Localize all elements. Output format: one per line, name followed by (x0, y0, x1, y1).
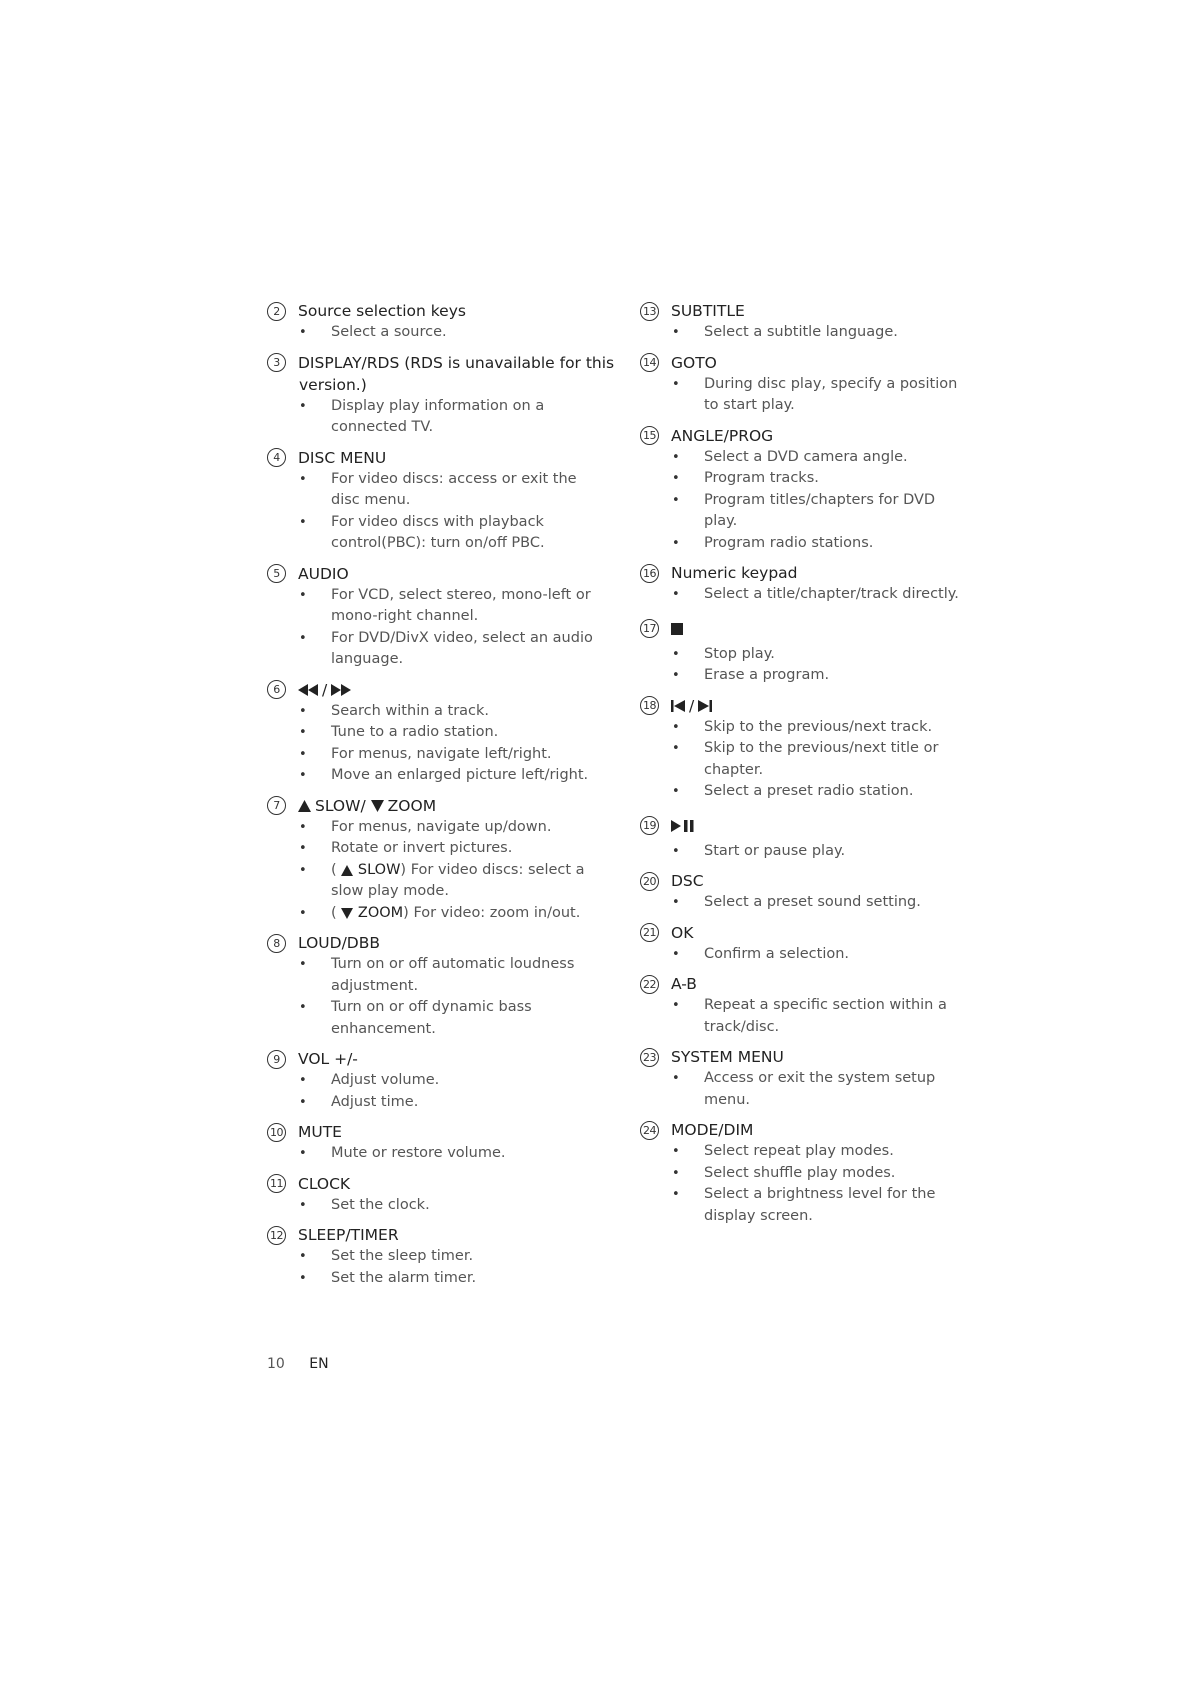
list-item: • Set the clock. (299, 1195, 597, 1217)
list-item: • Program tracks. (672, 468, 970, 490)
item-number: 5 (267, 564, 286, 583)
list-item: • For video discs: access or exit the disc menu. (299, 469, 597, 512)
stop-icon (671, 623, 683, 635)
item-title: SLEEP/TIMER (298, 1226, 399, 1244)
item-number: 11 (267, 1174, 286, 1193)
item-title: AUDIO (298, 564, 349, 583)
bullet-list (640, 1141, 970, 1227)
bullet-list (267, 469, 597, 555)
list-item: • Turn on or off automatic loudness adjustment. (299, 954, 597, 997)
item-title (298, 679, 351, 701)
item-title: SYSTEM MENU (671, 1048, 784, 1066)
list-item: • Tune to a radio station. (299, 722, 597, 744)
list-item: • For video discs with playback control(PBC): turn on/off PBC. (299, 512, 597, 555)
entry-goto (640, 352, 970, 417)
item-title: DISPLAY/RDS (RDS is unavailable for this (298, 353, 615, 372)
list-item: • ( SLOW) For video discs: select a slow play mode. (299, 860, 597, 903)
list-item: • Confirm a selection. (672, 944, 970, 966)
entry-numeric-keypad (640, 562, 970, 606)
item-title: LOUD/DBB (298, 934, 380, 952)
list-item: • For menus, navigate left/right. (299, 744, 597, 766)
list-item: • For menus, navigate up/down. (299, 817, 597, 839)
list-item: • Search within a track. (299, 701, 597, 723)
item-number: 9 (267, 1050, 286, 1069)
list-item: • Adjust time. (299, 1092, 597, 1114)
list-item: • Repeat a specific section within a track/disc. (672, 995, 970, 1038)
list-item: • Display play information on a connected TV. (299, 396, 597, 439)
item-number: 19 (640, 816, 659, 835)
list-item: • During disc play, specify a position to start play. (672, 374, 970, 417)
item-title: OK (671, 923, 694, 942)
bullet-list (267, 1070, 597, 1113)
item-title: Numeric keypad (671, 564, 798, 582)
item-number: 21 (640, 923, 659, 942)
list-item: • Rotate or invert pictures. (299, 838, 597, 860)
list-item: • Select a preset sound setting. (672, 892, 970, 914)
rewind-icon (298, 684, 318, 696)
item-title: VOL +/- (298, 1050, 358, 1068)
page-number: 10 (267, 1356, 285, 1372)
entry-previous-next (640, 695, 970, 803)
item-number: 6 (267, 680, 286, 699)
bullet-list (640, 644, 970, 687)
list-item: • Select a DVD camera angle. (672, 447, 970, 469)
bullet-list (267, 817, 597, 925)
entry-clock (267, 1173, 597, 1217)
entry-audio (267, 563, 597, 671)
item-number: 24 (640, 1121, 659, 1140)
item-title (671, 695, 712, 717)
triangle-up-icon (298, 800, 311, 812)
entry-rewind-forward (267, 679, 597, 787)
bullet-list (640, 944, 970, 966)
bullet-list (267, 1195, 597, 1217)
item-number: 2 (267, 302, 286, 321)
item-number: 18 (640, 696, 659, 715)
item-number: 14 (640, 353, 659, 372)
bullet-list (267, 585, 597, 671)
zoom-label: ZOOM (387, 796, 437, 815)
item-title: CLOCK (298, 1174, 351, 1193)
item-title: GOTO (671, 353, 717, 372)
skip-previous-icon (671, 700, 685, 712)
language-code: EN (309, 1356, 329, 1372)
item-number: 10 (267, 1123, 286, 1142)
item-number: 15 (640, 426, 659, 445)
triangle-down-icon (341, 908, 353, 919)
list-item: • For VCD, select stereo, mono-left or mono-right channel. (299, 585, 597, 628)
entry-vol (267, 1048, 597, 1113)
list-item: • Select a brightness level for the display screen. (672, 1184, 970, 1227)
list-item: • Access or exit the system setup menu. (672, 1068, 970, 1111)
triangle-up-icon (341, 865, 353, 876)
item-number: 23 (640, 1048, 659, 1067)
item-number: 4 (267, 448, 286, 467)
item-title (671, 623, 683, 635)
separator: / (689, 696, 695, 715)
list-item: • Set the sleep timer. (299, 1246, 597, 1268)
item-title: MODE/DIM (671, 1121, 754, 1139)
entry-display-rds (267, 352, 615, 439)
play-pause-icon (671, 820, 695, 832)
entry-source-selection-keys (267, 300, 597, 344)
list-item: • Erase a program. (672, 665, 970, 687)
item-title (298, 795, 436, 817)
item-number: 17 (640, 619, 659, 638)
item-title: SUBTITLE (671, 302, 745, 320)
list-item: • Mute or restore volume. (299, 1143, 597, 1165)
list-item: • Skip to the previous/next title or chapter. (672, 738, 970, 781)
bullet-list (640, 717, 970, 803)
list-item: • Start or pause play. (672, 841, 970, 863)
entry-disc-menu (267, 447, 597, 555)
list-item: • For DVD/DivX video, select an audio language. (299, 628, 597, 671)
item-title: MUTE (298, 1123, 342, 1141)
entry-subtitle (640, 300, 970, 344)
item-number: 8 (267, 934, 286, 953)
item-title: DISC MENU (298, 448, 387, 467)
list-item: • Turn on or off dynamic bass enhancement. (299, 997, 597, 1040)
entry-ok (640, 922, 970, 966)
item-number: 3 (267, 353, 286, 372)
item-number: 13 (640, 302, 659, 321)
bullet-list (640, 841, 970, 863)
list-item: • Select repeat play modes. (672, 1141, 970, 1163)
entry-mode-dim (640, 1119, 970, 1227)
list-item: • Select a subtitle language. (672, 322, 970, 344)
entry-loud-dbb (267, 932, 597, 1040)
skip-next-icon (698, 700, 712, 712)
item-title: ANGLE/PROG (671, 426, 774, 445)
bullet-list (267, 954, 597, 1040)
right-column (640, 300, 970, 1235)
bullet-list (640, 892, 970, 914)
list-item: • Move an enlarged picture left/right. (299, 765, 597, 787)
item-number: 12 (267, 1226, 286, 1245)
entry-stop (640, 614, 970, 687)
item-number: 7 (267, 796, 286, 815)
bullet-list (640, 995, 970, 1038)
entry-play-pause (640, 811, 970, 863)
entry-system-menu (640, 1046, 970, 1111)
entry-a-b (640, 973, 970, 1038)
bullet-list (267, 1246, 597, 1289)
bullet-list (267, 1143, 597, 1165)
list-item: • Skip to the previous/next track. (672, 717, 970, 739)
entry-mute (267, 1121, 597, 1165)
bullet-list (640, 447, 970, 555)
list-item: • ( ZOOM) For video: zoom in/out. (299, 903, 597, 925)
item-title-continued: version.) (299, 375, 367, 394)
item-title: Source selection keys (298, 302, 466, 320)
item-number: 16 (640, 564, 659, 583)
page-footer (267, 1356, 329, 1372)
entry-dsc (640, 870, 970, 914)
bullet-list (267, 396, 597, 439)
bullet-list (640, 374, 970, 417)
bullet-list (267, 701, 597, 787)
fast-forward-icon (331, 684, 351, 696)
entry-slow-zoom (267, 795, 597, 925)
bullet-list (640, 1068, 970, 1111)
item-title (671, 820, 695, 832)
list-item: • Select a preset radio station. (672, 781, 970, 803)
separator: / (322, 680, 328, 699)
list-item: • Program titles/chapters for DVD play. (672, 490, 970, 533)
list-item: • Adjust volume. (299, 1070, 597, 1092)
item-title: DSC (671, 872, 704, 890)
bullet-list (267, 322, 597, 344)
item-title: A-B (671, 975, 697, 993)
list-item: • Set the alarm timer. (299, 1268, 597, 1290)
triangle-down-icon (371, 800, 384, 812)
list-item: • Select a title/chapter/track directly. (672, 584, 970, 606)
entry-angle-prog (640, 425, 970, 555)
entry-sleep-timer (267, 1224, 597, 1289)
item-number: 20 (640, 872, 659, 891)
bullet-list (640, 322, 970, 344)
list-item: • Select shuffle play modes. (672, 1163, 970, 1185)
item-number: 22 (640, 975, 659, 994)
bullet-list (640, 584, 970, 606)
left-column (267, 300, 615, 1297)
list-item: • Program radio stations. (672, 533, 970, 555)
slow-label: SLOW/ (315, 796, 366, 815)
list-item: • Select a source. (299, 322, 597, 344)
list-item: • Stop play. (672, 644, 970, 666)
